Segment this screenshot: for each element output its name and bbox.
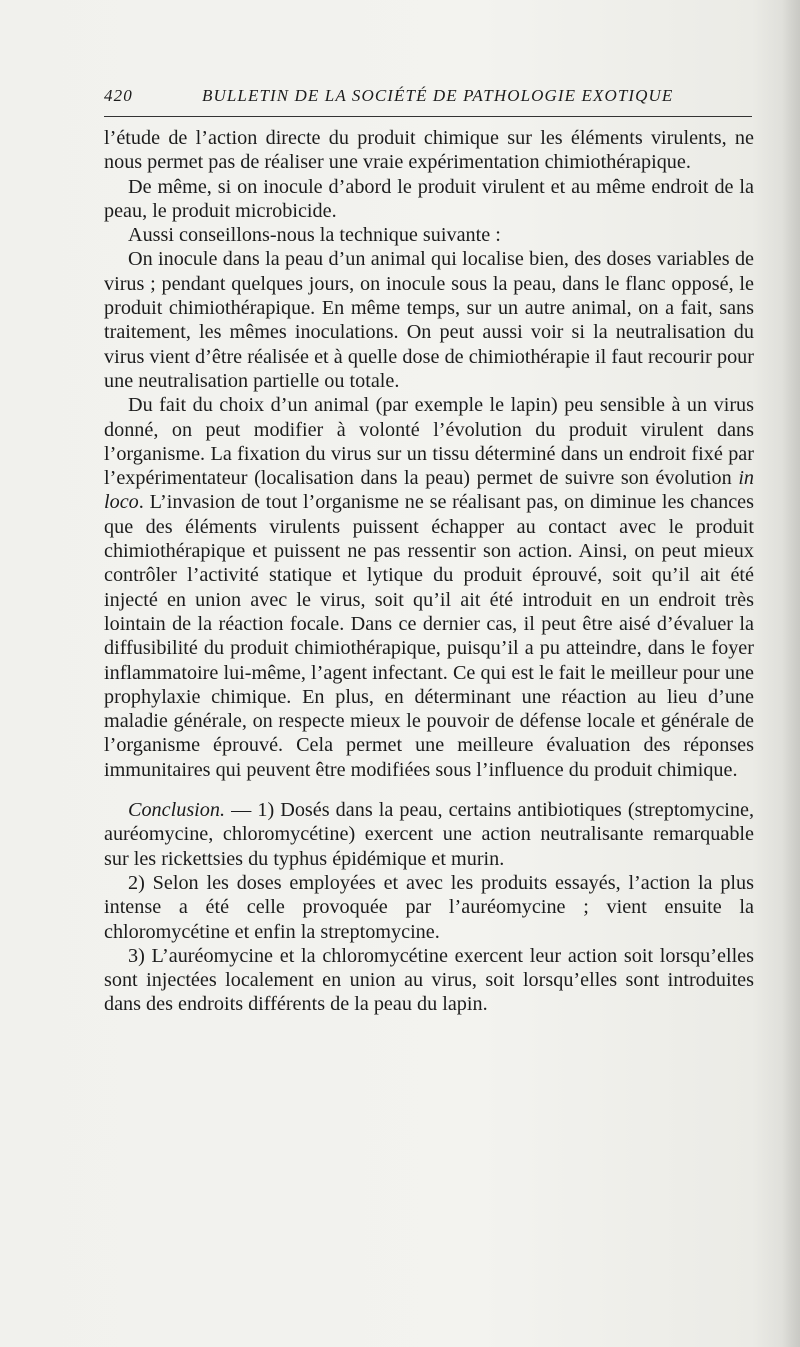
article-body — [104, 126, 754, 1017]
conclusion-item-1 — [104, 798, 754, 871]
paragraph: On inocule dans la peau d’un animal qui localise bien, des doses variables de virus ; pendant quelques jours, on inocule sous la peau, dans le flanc opposé, le produit chimiothérapique. En même temps, sur un autre animal, on a fait, sans traitement, les mêmes inoculations. On peut aussi voir si la neutralisation du virus vient d’être réalisée et à quelle dose de chimiothérapie il faut recourir pour une neutralisation partielle ou totale. — [104, 248, 754, 392]
italic-phrase: in loco — [104, 467, 755, 514]
conclusion-text: — 1) Dosés dans la peau, certains antibiotiques (streptomycine, auréomycine, chloromycétine) exercent une action neutralisante remarquable sur les rickettsies du typhus épidémique et murin. — [104, 799, 754, 870]
conclusion-label: Conclusion. — [128, 799, 226, 822]
paragraph-text: . L’invasion de tout l’organisme ne se réalisant pas, on diminue les chances que des éléments virulents puissent échapper au contact avec le produit chimiothérapique et puissent ne pas ressentir son action. Ainsi, on peut mieux contrôler l’activité statique et lytique du produit éprouvé, soit qu’il ait été injecté en union avec le virus, soit qu’il ait été introduit en un endroit très lointain de la réaction focale. Dans ce dernier cas, il peut être aisé d’évaluer la diffusibilité du produit chimiothérapique, puisqu’il a pu atteindre, dans le foyer inflammatoire lui-même, l’agent infectant. Ce qui est le fait le meilleur pour une prophylaxie chimique. En plus, en déterminant une réaction au lieu d’une maladie générale, on respecte mieux le pouvoir de défense locale et générale de l’organisme éprouvé. Cela permet une meilleure évaluation des réponses immunitaires qui peuvent être modifiées sous l’influence du produit chimique. — [104, 491, 754, 781]
running-header — [104, 84, 752, 114]
page-edge-shadow — [782, 0, 800, 1347]
paragraph: l’étude de l’action directe du produit chimique sur les éléments virulents, ne nous permet pas de réaliser une vraie expérimentation chimiothérapique. — [104, 127, 754, 174]
page-number: 420 — [104, 86, 133, 105]
header-rule — [104, 116, 752, 117]
paragraph-text: Du fait du choix d’un animal (par exemple le lapin) peu sensible à un virus donné, on peut modifier à volonté l’évolution du produit virulent dans l’organisme. La fixation du virus sur un tissu déterminé dans un endroit fixé par l’expérimentateur (localisation dans la peau) permet de suivre son évolution — [104, 394, 754, 490]
conclusion-item-2: 2) Selon les doses employées et avec les produits essayés, l’action la plus intense a été celle provoquée par l’auréomycine ; vient ensuite la chloromycétine et enfin la streptomycine. — [104, 871, 754, 943]
paragraph: De même, si on inocule d’abord le produit virulent et au même endroit de la peau, le produit microbicide. — [104, 175, 754, 222]
running-title: BULLETIN DE LA SOCIÉTÉ DE PATHOLOGIE EXOTIQUE — [202, 86, 674, 105]
paragraph: Aussi conseillons-nous la technique suivante : — [128, 224, 501, 247]
paragraph — [104, 393, 754, 782]
conclusion-item-3: 3) L’auréomycine et la chloromycétine exercent leur action soit lorsqu’elles sont injectées localement en union au virus, soit lorsqu’elles sont introduites dans des endroits différents de la peau du lapin. — [104, 944, 754, 1016]
